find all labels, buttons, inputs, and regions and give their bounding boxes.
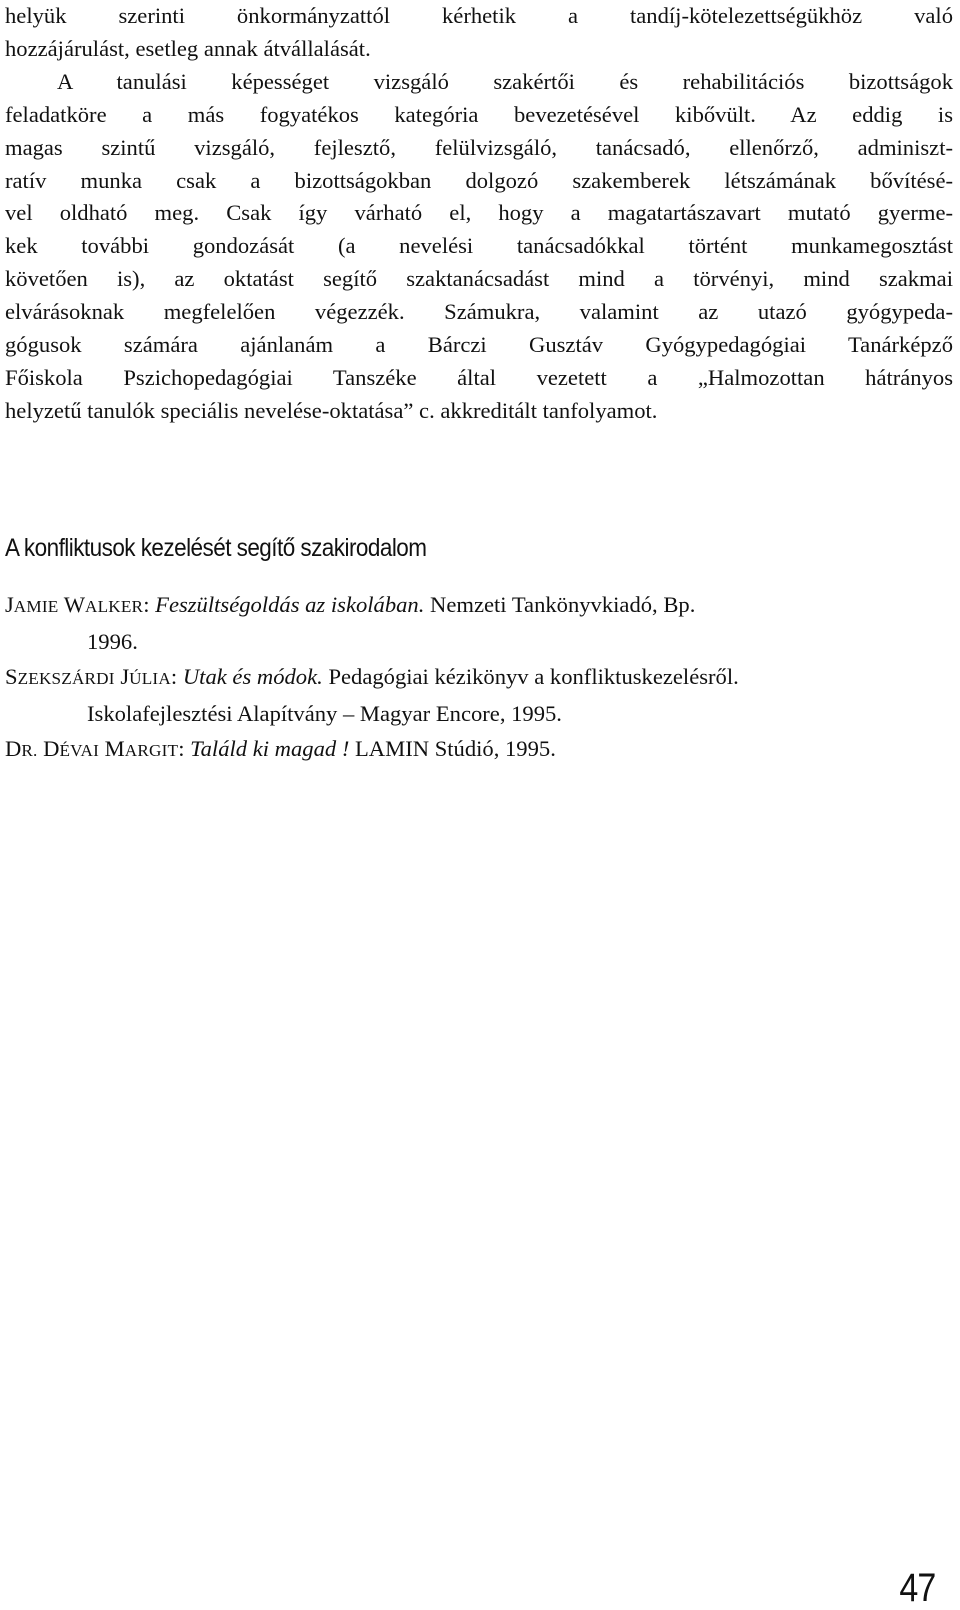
reference-item [5, 659, 953, 731]
paragraph-line: hozzájárulást, esetleg annak átvállalását. [5, 35, 371, 61]
body-paragraph [5, 0, 953, 428]
reference-publisher: LAMIN Stúdió, 1995. [355, 736, 556, 761]
paragraph-line: ratív munka csak a bizottságokban dolgozó szakemberek létszámának bővítésé- [5, 167, 953, 193]
section-heading: A konfliktusok kezelését segítő szakirodalom [5, 534, 427, 562]
paragraph-line: vel oldható meg. Csak így várható el, hogy a magatartászavart mutató gyerme- [5, 200, 953, 226]
page-number: 47 [898, 1566, 935, 1610]
paragraph-line: elvárásoknak megfelelően végezzék. Számukra, valamint az utazó gyógypeda- [5, 299, 953, 325]
paragraph-line: helyzetű tanulók speciális nevelése-oktatása” c. akkreditált tanfolyamot. [5, 397, 658, 423]
reference-item [5, 731, 953, 768]
reference-year: 1996. [87, 629, 138, 654]
paragraph-line: A tanulási képességet vizsgáló szakértői és rehabilitációs bizottságok [57, 68, 953, 94]
paragraph-line: kek további gondozását (a nevelési tanácsadókkal történt munkamegosztást [5, 233, 953, 259]
page-body [5, 0, 953, 428]
reference-author: DR. DÉVAI MARGIT: [5, 736, 185, 761]
paragraph-line: követően is), az oktatást segítő szaktanácsadást mind a törvényi, mind szakmai [5, 266, 953, 292]
paragraph-line: feladatköre a más fogyatékos kategória bevezetésével kibővült. Az eddig is [5, 101, 953, 127]
reference-author: JAMIE WALKER: [5, 592, 150, 617]
paragraph-line: gógusok számára ajánlanám a Bárczi Gusztáv Gyógypedagógiai Tanárképző [5, 332, 953, 358]
reference-title: Találd ki magad ! [190, 736, 350, 761]
paragraph-line: helyük szerinti önkormányzattól kérhetik a tandíj-kötelezettségükhöz való [5, 3, 953, 28]
reference-title: Feszültségoldás az iskolában. [155, 592, 425, 617]
paragraph-line: magas szintű vizsgáló, fejlesztő, felülvizsgáló, tanácsadó, ellenőrző, adminiszt- [5, 134, 953, 160]
reference-publisher-cont: Iskolafejlesztési Alapítvány – Magyar Encore, 1995. [87, 701, 562, 726]
reference-list [5, 587, 953, 768]
reference-publisher: Nemzeti Tankönyvkiadó, Bp. [430, 592, 696, 617]
reference-publisher: Pedagógiai kézikönyv a konfliktuskezelésről. [328, 664, 739, 689]
reference-title: Utak és módok. [182, 664, 323, 689]
reference-item [5, 587, 953, 659]
paragraph-line: Főiskola Pszichopedagógiai Tanszéke által vezetett a „Halmozottan hátrányos [5, 364, 953, 390]
reference-author: SZEKSZÁRDI JÚLIA: [5, 664, 178, 689]
